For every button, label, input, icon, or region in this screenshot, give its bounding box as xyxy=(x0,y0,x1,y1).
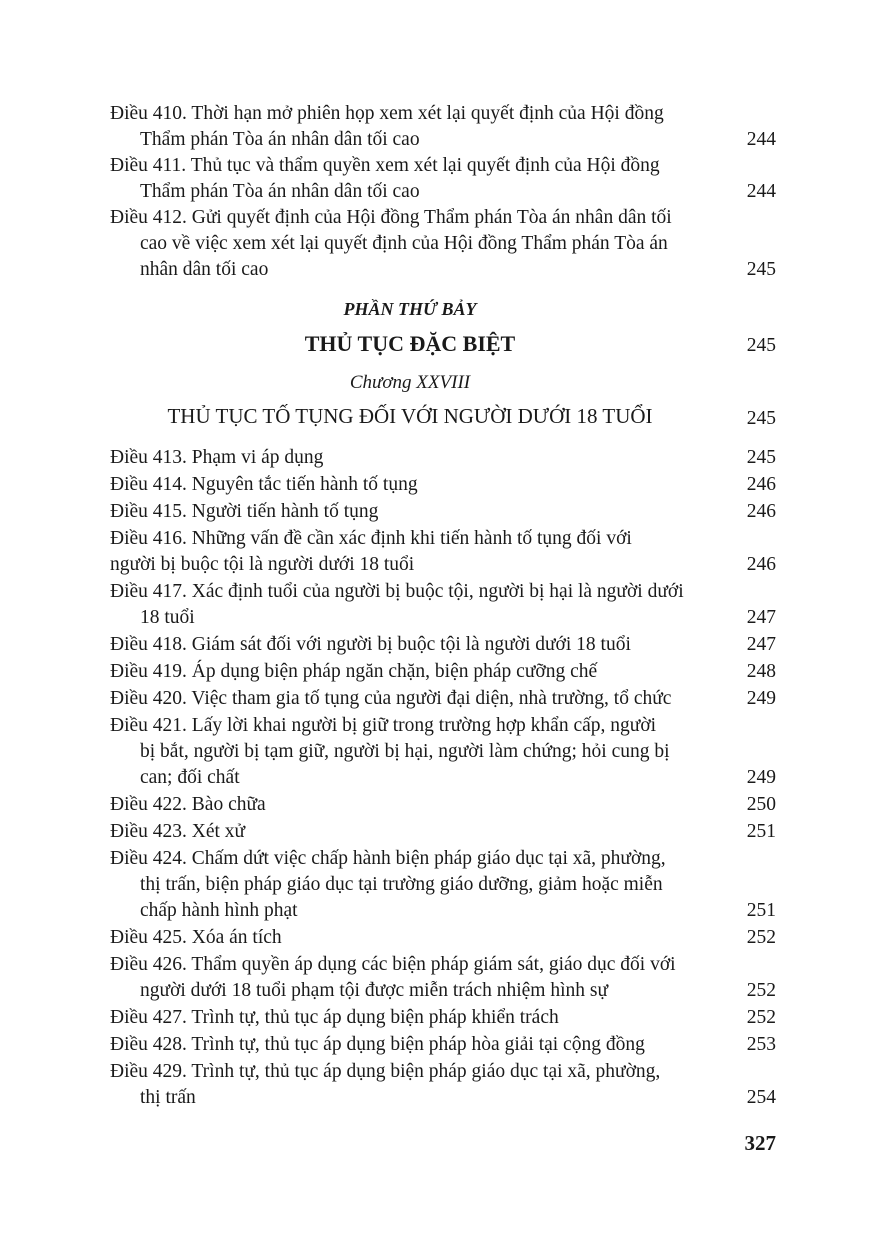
toc-entry: Điều 428. Trình tự, thủ tục áp dụng biện pháp hòa giải tại cộng đồng xyxy=(110,1034,645,1055)
toc-entry xyxy=(110,952,710,1004)
entry-page-number: 249 xyxy=(746,767,776,788)
entry-text-cont: bị bắt, người bị tạm giữ, người bị hại, người làm chứng; hỏi cung bị xyxy=(140,741,670,762)
entry-page-number: 253 xyxy=(746,1034,776,1055)
toc-entry: Điều 422. Bào chữa xyxy=(110,794,266,815)
chapter-page-number: 245 xyxy=(746,408,776,429)
part-label: PHẦN THỨ BẢY xyxy=(343,299,477,319)
entry-page-number: 252 xyxy=(746,1007,776,1028)
toc-entry: Điều 423. Xét xử xyxy=(110,821,246,842)
toc-entry xyxy=(110,526,710,578)
toc-entry xyxy=(110,846,710,924)
entry-page-number: 246 xyxy=(746,554,776,575)
chapter-title: THỦ TỤC TỐ TỤNG ĐỐI VỚI NGƯỜI DƯỚI 18 TUỔI xyxy=(167,404,653,428)
entry-text: Điều 416. Những vấn đề cần xác định khi tiến hành tố tụng đối với xyxy=(110,528,632,549)
entry-text-cont: người dưới 18 tuổi phạm tội được miễn trách nhiệm hình sự xyxy=(140,980,609,1001)
entry-text: Điều 426. Thẩm quyền áp dụng các biện pháp giám sát, giáo dục đối với xyxy=(110,954,676,975)
entry-page-number: 244 xyxy=(746,181,776,202)
part-page-number: 245 xyxy=(746,335,776,356)
toc-entry xyxy=(110,205,710,283)
entry-page-number: 246 xyxy=(746,501,776,522)
toc-entry xyxy=(110,579,710,631)
entry-text: Điều 429. Trình tự, thủ tục áp dụng biện pháp giáo dục tại xã, phường, xyxy=(110,1061,661,1082)
toc-entry: Điều 419. Áp dụng biện pháp ngăn chặn, biện pháp cưỡng chế xyxy=(110,661,598,682)
entry-text: Điều 411. Thủ tục và thẩm quyền xem xét lại quyết định của Hội đồng xyxy=(110,155,660,176)
toc-entry: Điều 414. Nguyên tắc tiến hành tố tụng xyxy=(110,474,418,495)
entry-page-number: 246 xyxy=(746,474,776,495)
entry-page-number: 247 xyxy=(746,607,776,628)
toc-entry: Điều 425. Xóa án tích xyxy=(110,927,282,948)
entry-page-number: 252 xyxy=(746,927,776,948)
entry-text-cont: người bị buộc tội là người dưới 18 tuổi xyxy=(110,554,415,575)
entry-page-number: 245 xyxy=(746,447,776,468)
toc-entry: Điều 413. Phạm vi áp dụng xyxy=(110,447,324,468)
entry-text-cont: 18 tuổi xyxy=(140,607,195,628)
toc-entry: Điều 418. Giám sát đối với người bị buộc tội là người dưới 18 tuổi xyxy=(110,634,631,655)
entry-page-number: 252 xyxy=(746,980,776,1001)
entry-text-cont: Thẩm phán Tòa án nhân dân tối cao xyxy=(140,181,420,202)
toc-entry xyxy=(110,713,710,791)
entry-text-cont: chấp hành hình phạt xyxy=(140,900,298,921)
toc-entry: Điều 415. Người tiến hành tố tụng xyxy=(110,501,379,522)
toc-entry xyxy=(110,101,710,153)
entry-text: Điều 410. Thời hạn mở phiên họp xem xét lại quyết định của Hội đồng xyxy=(110,103,664,124)
toc-entry xyxy=(110,153,710,205)
entry-text-cont: nhân dân tối cao xyxy=(140,259,269,280)
entry-text-cont: thị trấn xyxy=(140,1087,196,1108)
part-title: THỦ TỤC ĐẶC BIỆT xyxy=(304,331,516,356)
toc-entry: Điều 420. Việc tham gia tố tụng của người đại diện, nhà trường, tổ chức xyxy=(110,688,672,709)
toc-entry xyxy=(110,1059,710,1111)
entry-page-number: 250 xyxy=(746,794,776,815)
entry-text: Điều 424. Chấm dứt việc chấp hành biện pháp giáo dục tại xã, phường, xyxy=(110,848,666,869)
entry-text-cont: Thẩm phán Tòa án nhân dân tối cao xyxy=(140,129,420,150)
entry-page-number: 254 xyxy=(746,1087,776,1108)
entry-text-cont: thị trấn, biện pháp giáo dục tại trường giáo dưỡng, giảm hoặc miễn xyxy=(140,874,663,895)
entry-page-number: 248 xyxy=(746,661,776,682)
entry-page-number: 251 xyxy=(746,821,776,842)
entry-page-number: 247 xyxy=(746,634,776,655)
entry-text: Điều 417. Xác định tuổi của người bị buộc tội, người bị hại là người dưới xyxy=(110,581,684,602)
entry-text-cont: can; đối chất xyxy=(140,767,240,788)
entry-page-number: 249 xyxy=(746,688,776,709)
entry-page-number: 245 xyxy=(746,259,776,280)
page-folio: 327 xyxy=(744,1131,776,1155)
entry-text: Điều 421. Lấy lời khai người bị giữ trong trường hợp khẩn cấp, người xyxy=(110,715,657,736)
entry-text-cont: cao về việc xem xét lại quyết định của Hội đồng Thẩm phán Tòa án xyxy=(140,233,668,254)
chapter-label: Chương XXVIII xyxy=(349,372,471,393)
entry-text: Điều 412. Gửi quyết định của Hội đồng Thẩm phán Tòa án nhân dân tối xyxy=(110,207,672,228)
entry-page-number: 251 xyxy=(746,900,776,921)
entry-page-number: 244 xyxy=(746,129,776,150)
toc-entry: Điều 427. Trình tự, thủ tục áp dụng biện pháp khiển trách xyxy=(110,1007,559,1028)
